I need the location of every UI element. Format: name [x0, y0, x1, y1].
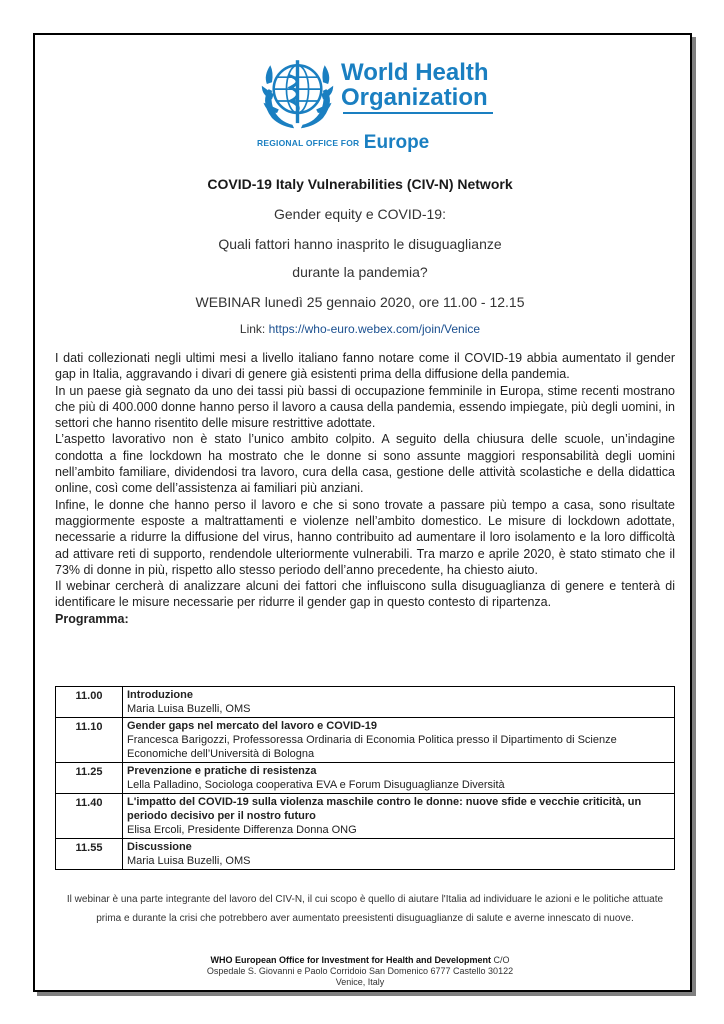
program-table — [55, 686, 675, 870]
logo-rule — [343, 112, 493, 114]
body-paragraph: Infine, le donne che hanno perso il lavoro e che si sono trovate a passare più tempo a casa, sono risultate maggiormente esposte a maltrattamenti e violenze nell’ambito domestico. Le misure di lockdown adottate, necessarie a ridurre la diffusione del virus, hanno contribuito ad aumentare il loro isolamento e la loro difficoltà ad attivare reti di supporto, rendendole ulteriormente vulnerabili. Tra marzo e aprile 2020, è stato stimato che il 73% di donne in più, rispetto allo stesso periodo dell’anno precedente, ha chiesto aiuto. — [55, 497, 675, 577]
link-label: Link: — [239, 322, 269, 336]
footer-note: Il webinar è una parte integrante del lavoro del CIV-N, il cui scopo è quello di aiutare l'Italia ad individuare le azioni e le politiche attuate prima e durante la crisi che potrebbero aver aumentato preesistenti disuguaglianze di salute e averne innescato di nuove. — [66, 894, 664, 924]
session-speaker: Francesca Barigozzi, Professoressa Ordinaria di Economia Politica presso il Dipartimento di Scienze Economiche dell’Università di Bologna — [127, 734, 617, 760]
body-paragraph: L’aspetto lavorativo non è stato l’unico ambito colpito. A seguito della chiusura delle scuole, un’indagine condotta a fine lockdown ha mostrato che le donne si sono assunte maggiori responsabilità degli uomini nell’ambito familiare, dividendosi tra lavoro, cura della casa, gestione delle attività scolastiche e della didattica online, così come dell’assistenza ai familiari più anziani. — [55, 432, 675, 496]
office-name-line — [120, 955, 600, 966]
office-co: C/O — [491, 955, 510, 965]
program-details — [123, 794, 675, 839]
body-paragraph: In un paese già segnato da uno dei tassi più bassi di occupazione femminile in Europa, stime recenti mostrano che più di 400.000 donne hanno perso il lavoro a causa della pandemia, essendo impiegate, più degli uomini, in settori che hanno risentito delle misure restrittive adottate. — [55, 383, 675, 431]
program-time: 11.10 — [56, 718, 123, 763]
regional-office-label — [257, 132, 497, 154]
office-address-line: Ospedale S. Giovanni e Paolo Corridoio San Domenico 6777 Castello 30122 — [206, 966, 514, 976]
subtitle-line-2: Quali fattori hanno inasprito le disuguaglianze — [218, 236, 502, 252]
program-time: 11.00 — [56, 687, 123, 718]
session-title: Discussione — [127, 841, 192, 853]
network-title: COVID-19 Italy Vulnerabilities (CIV-N) Network — [207, 176, 513, 192]
session-title: Gender gaps nel mercato del lavoro e COVID-19 — [127, 720, 378, 732]
program-time: 11.55 — [56, 839, 123, 870]
who-wordmark — [341, 60, 489, 110]
regional-europe: Europe — [363, 132, 430, 153]
program-details — [123, 687, 675, 718]
body-paragraph: Il webinar cercherà di analizzare alcuni dei fattori che influiscono sulla disuguaglianza di genere e tenterà di identificare le misure necessarie per ridurre il gender gap in questo contesto di ripartenza. — [55, 579, 675, 610]
program-details — [123, 718, 675, 763]
session-speaker: Maria Luisa Buzelli, OMS — [127, 703, 251, 715]
subtitle-line-3: durante la pandemia? — [292, 264, 428, 280]
webex-link[interactable]: https://who-euro.webex.com/join/Venice — [268, 322, 481, 336]
office-address — [120, 955, 600, 988]
program-details — [123, 839, 675, 870]
regional-small: REGIONAL OFFICE FOR — [257, 138, 360, 148]
who-europe-logo — [255, 50, 495, 153]
office-city-line: Venice, Italy — [335, 977, 385, 987]
program-time: 11.40 — [56, 794, 123, 839]
programma-label: Programma: — [55, 611, 129, 626]
webinar-date: WEBINAR lunedì 25 gennaio 2020, ore 11.00 - 12.15 — [195, 294, 525, 310]
intro-text — [55, 350, 675, 627]
session-speaker: Maria Luisa Buzelli, OMS — [127, 855, 251, 867]
wordmark-line1: World Health — [341, 59, 489, 86]
program-row — [56, 839, 675, 870]
session-speaker: Elisa Ercoli, Presidente Differenza Donna ONG — [127, 824, 357, 836]
session-title: L'impatto del COVID-19 sulla violenza maschile contro le donne: nuove sfide e vecchie criticità, un periodo decisivo per il nostro futuro — [127, 796, 642, 822]
subtitle-line-1: Gender equity e COVID-19: — [274, 206, 446, 222]
session-speaker: Lella Palladino, Sociologa cooperativa EVA e Forum Disuguaglianze Diversità — [127, 779, 505, 791]
program-time: 11.25 — [56, 763, 123, 794]
body-paragraph: I dati collezionati negli ultimi mesi a livello italiano fanno notare come il COVID-19 abbia aumentato il gender gap in Italia, aggravando i divari di genere già esistenti prima della diffusione della pandemia. — [55, 351, 675, 382]
office-name: WHO European Office for Investment for Health and Development — [210, 955, 492, 965]
program-details — [123, 763, 675, 794]
who-emblem-icon — [255, 50, 340, 135]
program-row — [56, 687, 675, 718]
program-row — [56, 718, 675, 763]
session-title: Prevenzione e pratiche di resistenza — [127, 765, 317, 777]
webinar-link-line — [60, 322, 660, 336]
wordmark-line2: Organization — [341, 84, 488, 111]
program-row — [56, 794, 675, 839]
program-row — [56, 763, 675, 794]
session-title: Introduzione — [127, 689, 193, 701]
